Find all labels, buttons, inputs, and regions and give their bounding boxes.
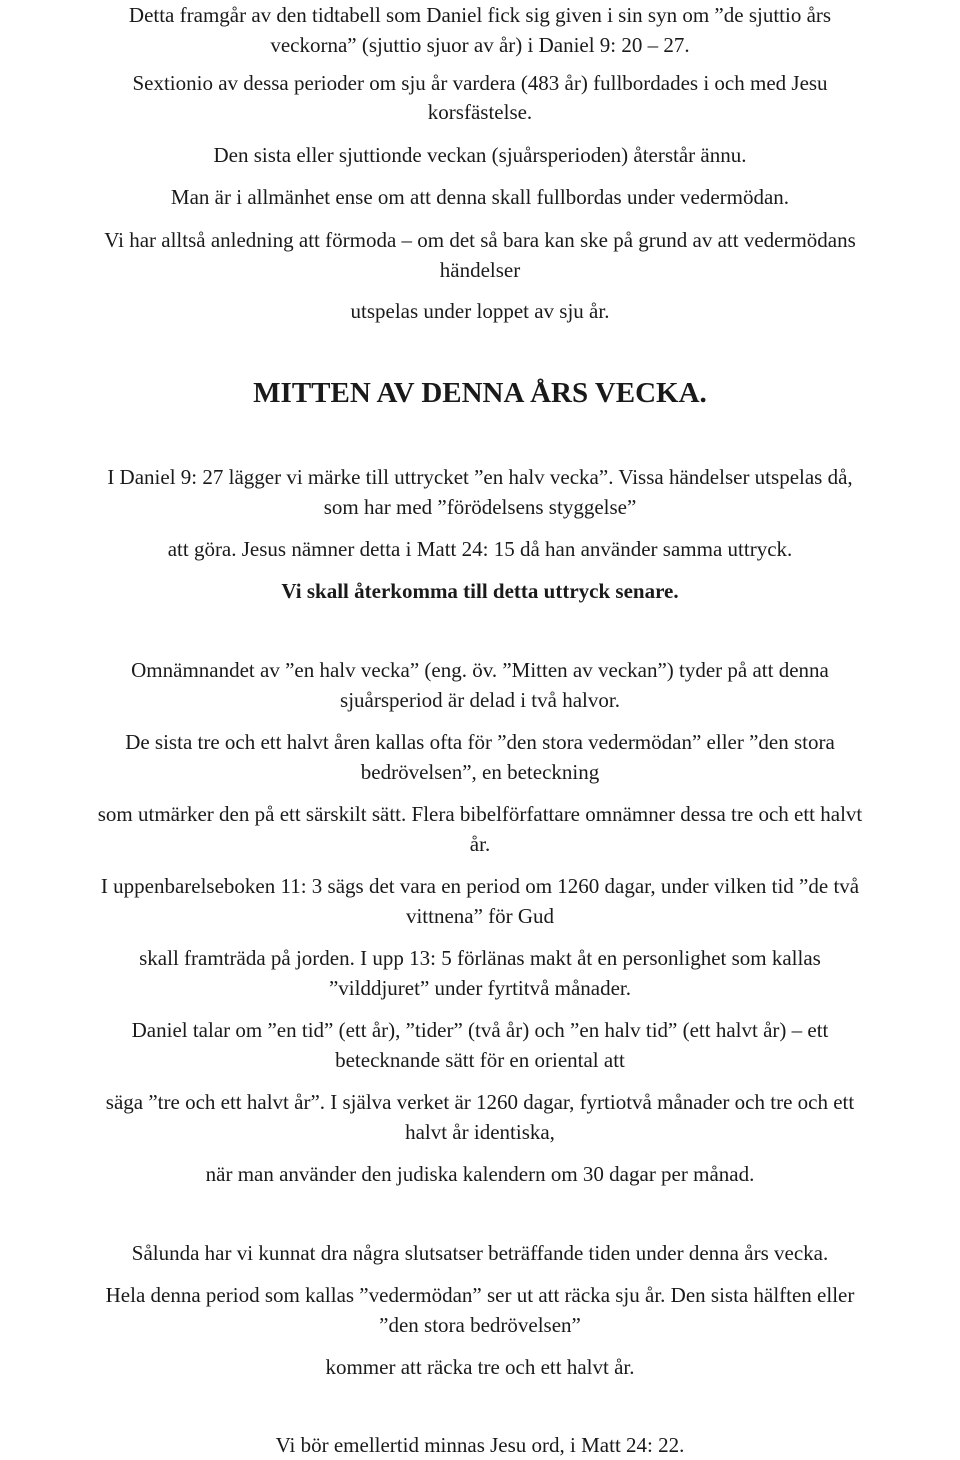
text-line: Daniel talar om ”en tid” (ett år), ”tider” (två år) och ”en halv tid” (ett halvt år) – ett bbox=[131, 1018, 829, 1042]
text-line: sjuårsperiod är delad i två halvor. bbox=[340, 688, 620, 712]
text-line: år. bbox=[469, 832, 491, 856]
text-line: Man är i allmänhet ense om att denna skall fullbordas under vedermödan. bbox=[170, 185, 790, 209]
text-line: vittnena” för Gud bbox=[405, 904, 555, 928]
text-line: bedrövelsen”, en beteckning bbox=[360, 760, 600, 784]
text-line: ”den stora bedrövelsen” bbox=[379, 1313, 581, 1337]
text-line: Sextionio av dessa perioder om sju år vardera (483 år) fullbordades i och med Jesu bbox=[132, 71, 828, 95]
text-line: Vi skall återkomma till detta uttryck senare. bbox=[281, 579, 679, 603]
text-line: Vi har alltså anledning att förmoda – om det så bara kan ske på grund av att vedermödans bbox=[104, 228, 856, 252]
text-line: halvt år identiska, bbox=[405, 1120, 555, 1144]
text-line: korsfästelse. bbox=[427, 100, 533, 124]
text-line: I Daniel 9: 27 lägger vi märke till uttrycket ”en halv vecka”. Vissa händelser utspelas då, bbox=[107, 465, 853, 489]
text-line: att göra. Jesus nämner detta i Matt 24: 15 då han använder samma uttryck. bbox=[167, 537, 793, 561]
text-line: Hela denna period som kallas ”vedermödan” ser ut att räcka sju år. Den sista hälften eller bbox=[105, 1283, 855, 1307]
text-line: utspelas under loppet av sju år. bbox=[350, 299, 610, 323]
text-line: Sålunda har vi kunnat dra några slutsatser beträffande tiden under denna års vecka. bbox=[131, 1241, 829, 1265]
text-line: som har med ”förödelsens styggelse” bbox=[323, 495, 637, 519]
text-line: Den sista eller sjuttionde veckan (sjuårsperioden) återstår ännu. bbox=[213, 143, 747, 167]
text-line: kommer att räcka tre och ett halvt år. bbox=[325, 1355, 635, 1379]
text-line: händelser bbox=[439, 258, 521, 282]
text-line: betecknande sätt för en oriental att bbox=[335, 1048, 625, 1072]
text-line: som utmärker den på ett särskilt sätt. Flera bibelförfattare omnämner dessa tre och ett halvt bbox=[97, 802, 863, 826]
text-line: Omnämnandet av ”en halv vecka” (eng. öv. ”Mitten av veckan”) tyder på att denna bbox=[131, 658, 829, 682]
text-line: skall framträda på jorden. I upp 13: 5 förlänas makt åt en personlighet som kallas bbox=[139, 946, 821, 970]
text-line: ”vilddjuret” under fyrtitvå månader. bbox=[328, 976, 632, 1000]
text-line: Vi bör emellertid minnas Jesu ord, i Matt 24: 22. bbox=[275, 1433, 685, 1457]
text-line: I uppenbarelseboken 11: 3 sägs det vara en period om 1260 dagar, under vilken tid ”de två bbox=[100, 874, 860, 898]
text-line: Detta framgår av den tidtabell som Daniel fick sig given i sin syn om ”de sjuttio års bbox=[128, 3, 832, 27]
text-line: De sista tre och ett halvt åren kallas ofta för ”den stora vedermödan” eller ”den stora bbox=[125, 730, 835, 754]
text-line: säga ”tre och ett halvt år”. I själva verket är 1260 dagar, fyrtiotvå månader och tre och ett bbox=[105, 1090, 855, 1114]
text-line: veckorna” (sjuttio sjuor av år) i Daniel 9: 20 – 27. bbox=[270, 33, 690, 57]
text-line: när man använder den judiska kalendern om 30 dagar per månad. bbox=[205, 1162, 755, 1186]
section-heading: MITTEN AV DENNA ÅRS VECKA. bbox=[253, 377, 707, 409]
